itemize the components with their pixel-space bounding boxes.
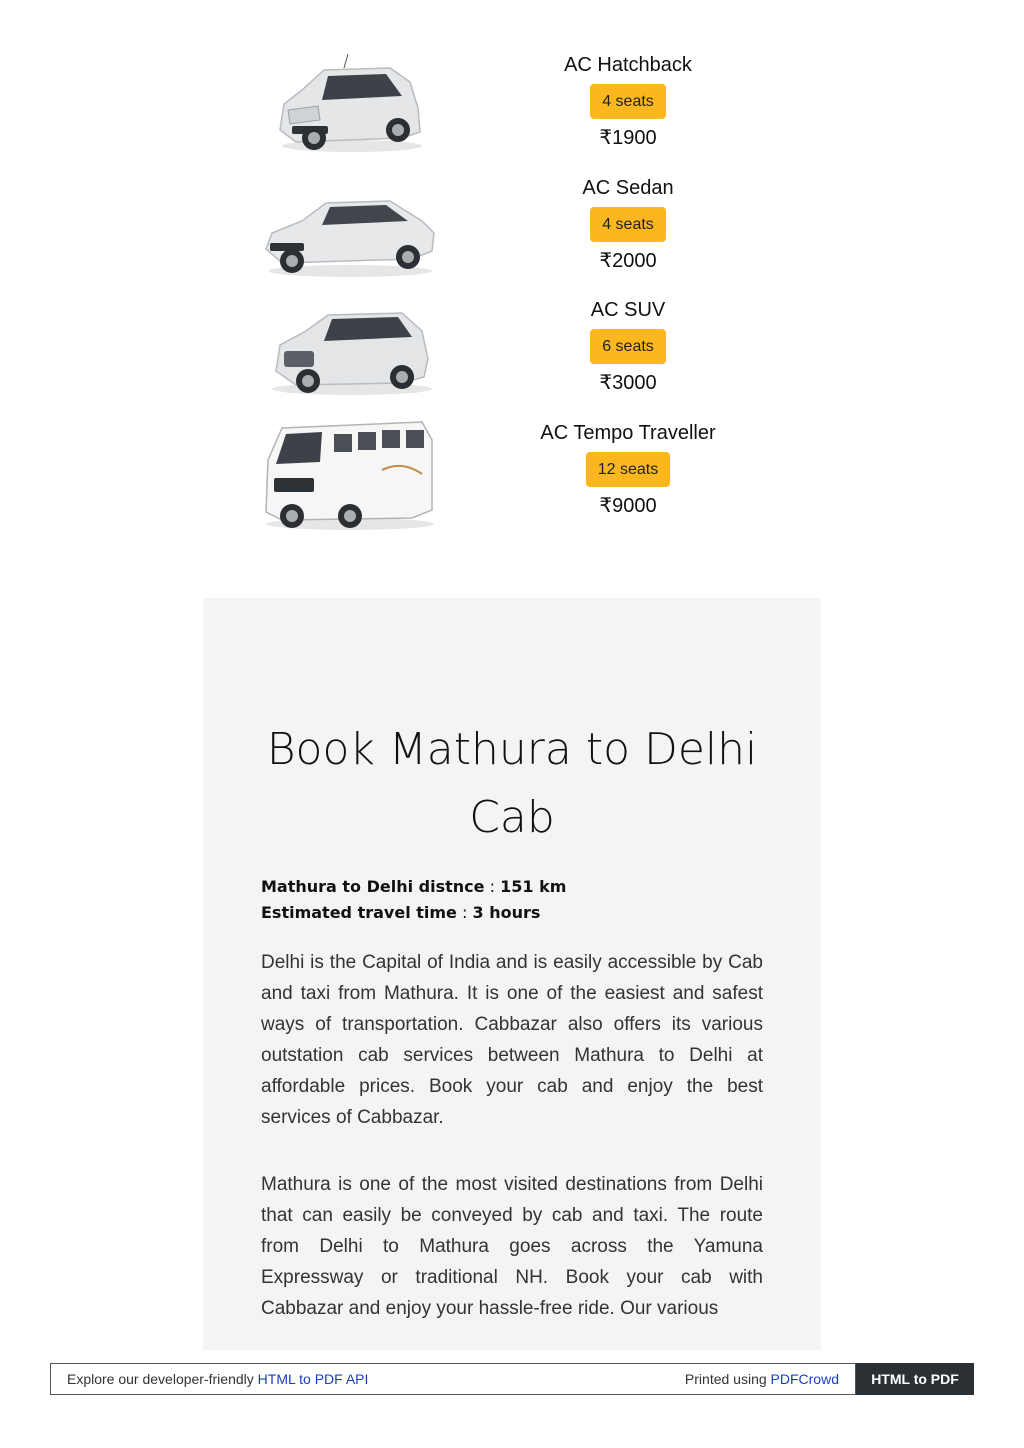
- distance-label: Mathura to Delhi distnce: [261, 877, 485, 896]
- car-price: ₹9000: [599, 495, 657, 517]
- car-name: AC Sedan: [582, 177, 674, 199]
- suv-info: [528, 297, 728, 396]
- distance-row: [261, 874, 566, 900]
- pdf-footer: [50, 1363, 974, 1395]
- separator: :: [489, 877, 495, 896]
- car-price: ₹1900: [599, 127, 657, 149]
- trip-facts: [261, 874, 566, 926]
- sedan-info: [528, 175, 728, 274]
- tempo-traveller-info: [528, 420, 728, 519]
- footer-bar: [50, 1363, 856, 1395]
- car-option-hatchback[interactable]: [0, 52, 1024, 172]
- car-option-suv[interactable]: [0, 297, 1024, 417]
- sedan-car-icon: [262, 187, 438, 291]
- seats-badge: 6 seats: [590, 329, 666, 364]
- explore-text: Explore our developer-friendly: [67, 1371, 254, 1387]
- car-price: ₹2000: [599, 250, 657, 272]
- hatchback-info: [528, 52, 728, 151]
- footer-explore: [67, 1364, 368, 1394]
- title-line-2: Cab: [469, 792, 555, 843]
- suv-car-image: [262, 301, 438, 405]
- hatchback-car-icon: [262, 52, 438, 156]
- time-value: 3 hours: [472, 903, 541, 922]
- page-title: [203, 716, 821, 852]
- time-row: [261, 900, 566, 926]
- seats-badge: 4 seats: [590, 207, 666, 242]
- distance-value: 151 km: [500, 877, 567, 896]
- html-to-pdf-api-link[interactable]: HTML to PDF API: [257, 1371, 369, 1387]
- suv-car-icon: [262, 301, 438, 405]
- title-line-1: Book Mathura to Delhi: [266, 724, 758, 775]
- footer-printed: [685, 1364, 839, 1394]
- seats-badge: 12 seats: [586, 452, 670, 487]
- car-name: AC SUV: [590, 299, 666, 321]
- booking-panel: [203, 598, 821, 1350]
- car-option-tempo-traveller[interactable]: [0, 420, 1024, 540]
- sedan-car-image: [262, 187, 438, 291]
- car-name: AC Hatchback: [564, 54, 692, 76]
- tempo-traveller-image: [262, 420, 438, 534]
- car-price: ₹3000: [599, 372, 657, 394]
- car-name: AC Tempo Traveller: [540, 422, 716, 444]
- pdfcrowd-link[interactable]: PDFCrowd: [770, 1371, 839, 1387]
- description-paragraph-1: Delhi is the Capital of India and is easily accessible by Cab and taxi from Mathura. It is one of the easiest and safest ways of transportation. Cabbazar also offers its various outstation cab services between Mathura to Delhi at affordable prices. Book your cab and enjoy the best services of Cabbazar.: [261, 952, 763, 1128]
- description-paragraph-2: Mathura is one of the most visited destinations from Delhi that can easily be conveyed by cab and taxi. The route from Delhi to Mathura goes across the Yamuna Expressway or traditional NH. Book your cab with Cabbazar and enjoy your hassle-free ride. Our various: [261, 1174, 763, 1319]
- html-to-pdf-button[interactable]: HTML to PDF: [856, 1363, 974, 1395]
- hatchback-car-image: [262, 52, 438, 156]
- printed-text: Printed using: [684, 1371, 767, 1387]
- time-label: Estimated travel time: [261, 903, 457, 922]
- seats-badge: 4 seats: [590, 84, 666, 119]
- separator: :: [462, 903, 468, 922]
- car-option-sedan[interactable]: [0, 175, 1024, 295]
- tempo-traveller-icon: [262, 420, 438, 534]
